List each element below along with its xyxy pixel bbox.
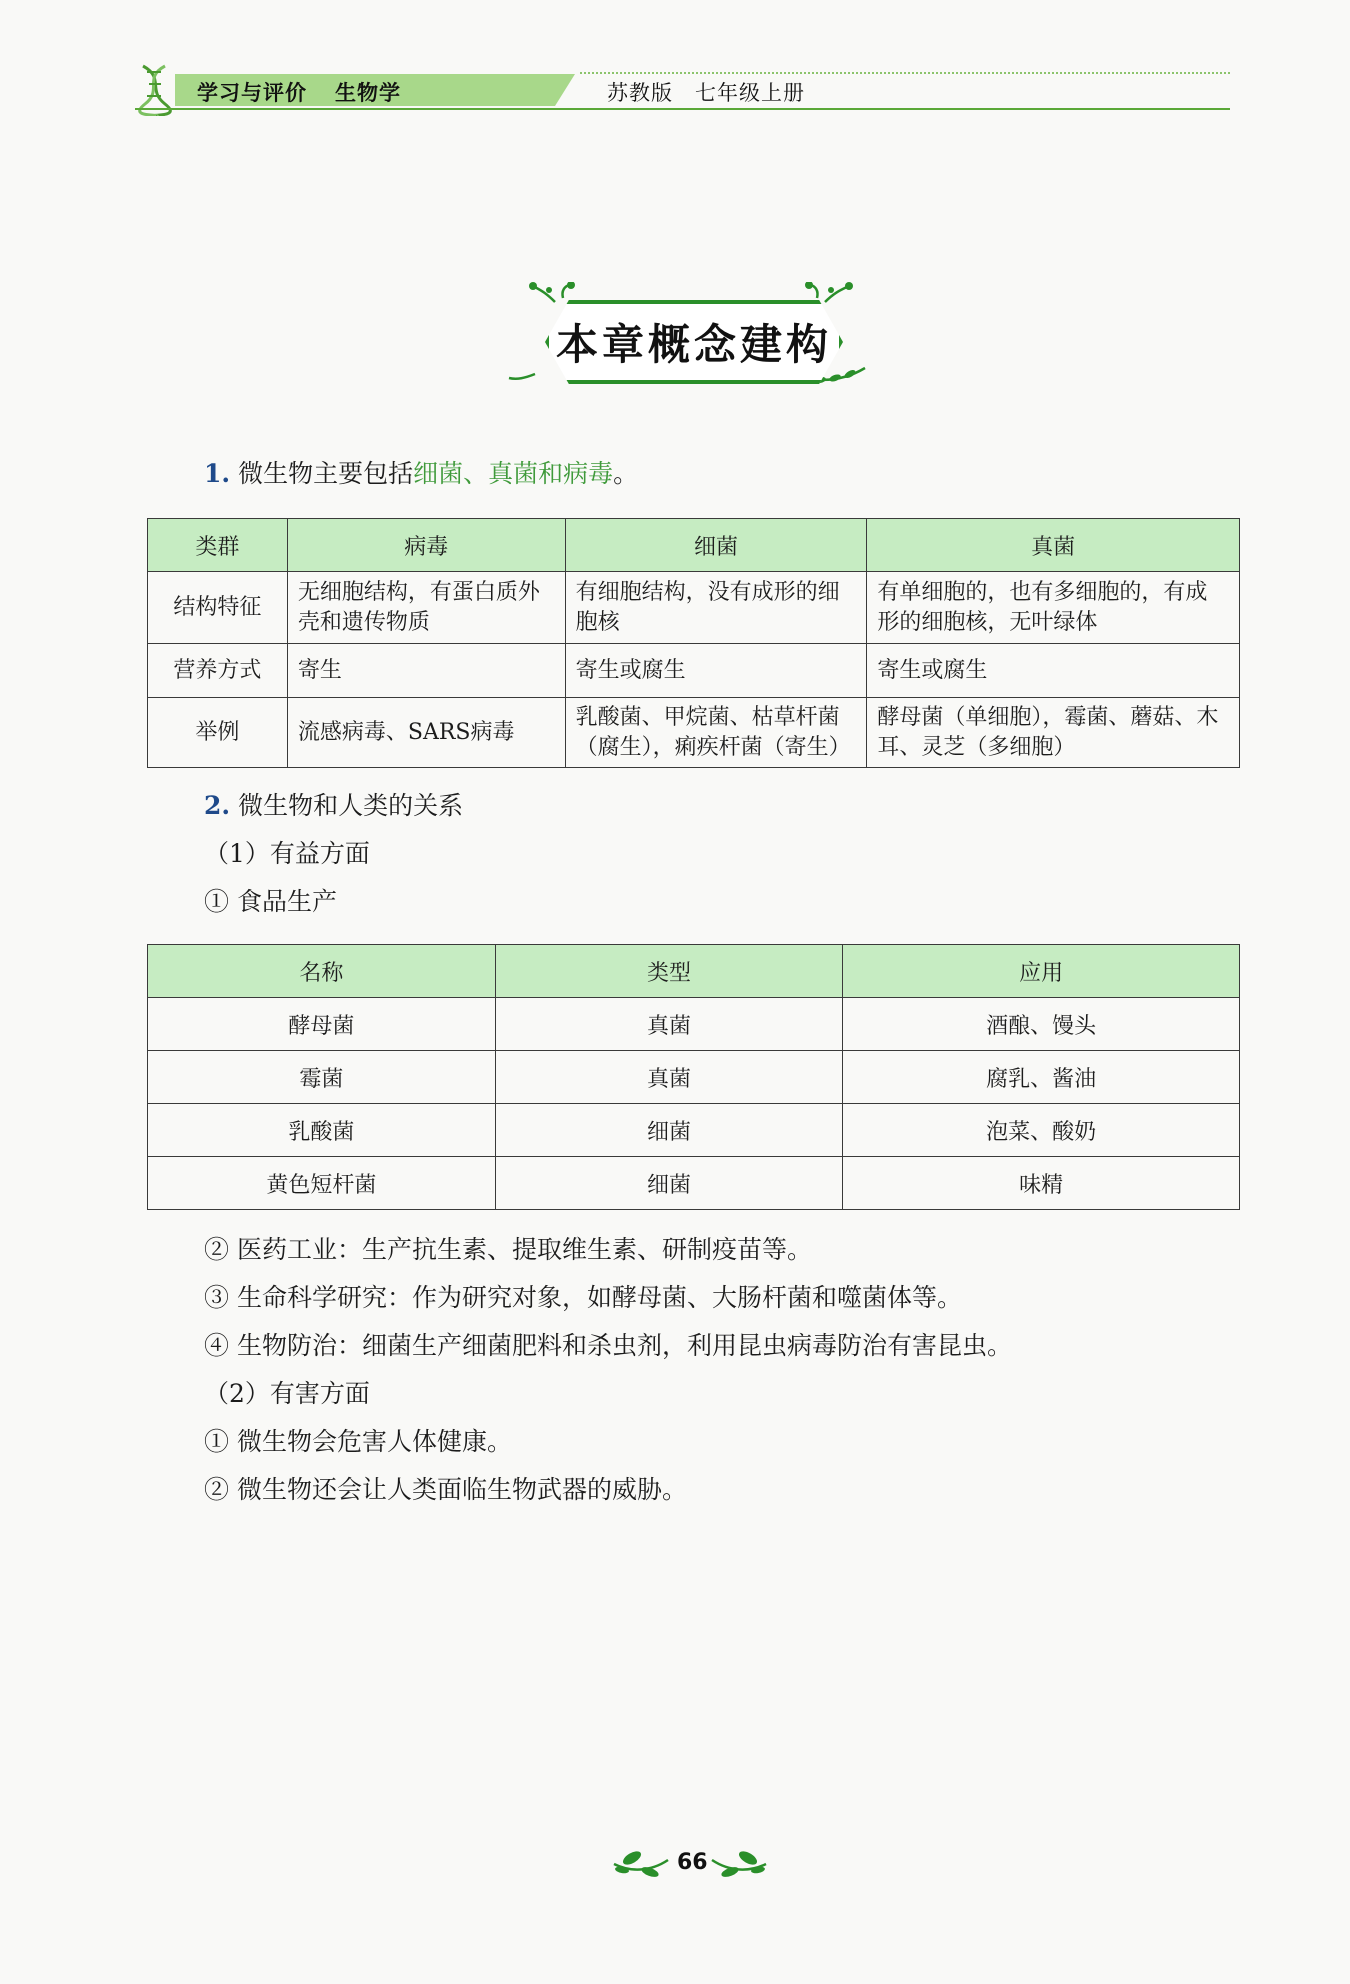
table-row [148,1104,1240,1157]
edition-name: 苏教版 [607,81,673,105]
table-row [148,1157,1240,1210]
table-cell: 有单细胞的，也有多细胞的，有成形的细胞核，无叶绿体 [867,572,1240,644]
table-cell: 有细胞结构，没有成形的细胞核 [565,572,867,644]
table-cell: 寄生 [287,644,565,698]
page-number: 66 [677,1850,708,1875]
biocontrol-item: ④ 生物防治：细菌生产细菌肥料和杀虫剂，利用昆虫病毒防治有害昆虫。 [204,1331,1012,1360]
medicine-item: ② 医药工业：生产抗生素、提取维生素、研制疫苗等。 [204,1235,812,1264]
series-name: 学习与评价 [197,81,307,105]
table-cell: 举例 [148,698,288,768]
table-cell: 腐乳、酱油 [843,1051,1240,1104]
table-row [148,1051,1240,1104]
section-2-heading [204,790,463,822]
table-cell: 真菌 [495,1051,843,1104]
table-header-cell: 细菌 [565,519,867,572]
table-cell: 味精 [843,1157,1240,1210]
table-cell: 真菌 [495,998,843,1051]
harmful-heading: （2）有害方面 [204,1379,370,1408]
table-header-cell: 应用 [843,945,1240,998]
table-header-cell: 类型 [495,945,843,998]
grade-name: 七年级上册 [695,81,805,105]
table-header-cell: 病毒 [287,519,565,572]
section-2-title: 微生物和人类的关系 [238,791,464,820]
table-row [148,572,1240,644]
leaf-right-icon [710,1842,770,1882]
section-1-highlight: 细菌、真菌和病毒 [413,459,614,488]
table-cell: 流感病毒、SARS病毒 [287,698,565,768]
section-1-text-after: 。 [613,459,639,488]
research-item: ③ 生命科学研究：作为研究对象，如酵母菌、大肠杆菌和噬菌体等。 [204,1283,962,1312]
page-footer [610,1838,770,1888]
harm-weapon-item: ② 微生物还会让人类面临生物武器的威胁。 [204,1475,687,1504]
table-header-cell: 真菌 [867,519,1240,572]
table-cell: 霉菌 [148,1051,496,1104]
table-cell: 乳酸菌、甲烷菌、枯草杆菌（腐生），痢疾杆菌（寄生） [565,698,867,768]
harm-health-item: ① 微生物会危害人体健康。 [204,1427,512,1456]
header-dotted-line [580,72,1230,74]
page-header [135,64,1230,116]
table-row [148,644,1240,698]
table-header-row [148,945,1240,998]
table-cell: 酵母菌 [148,998,496,1051]
section-1-heading [204,458,638,490]
table-cell: 寄生或腐生 [867,644,1240,698]
header-rule [135,108,1230,110]
section-2-number: 2. [204,791,231,820]
table-cell: 细菌 [495,1104,843,1157]
table-cell: 营养方式 [148,644,288,698]
leaf-left-icon [610,1842,670,1882]
section-1-text-before: 微生物主要包括 [238,459,414,488]
table-cell: 寄生或腐生 [565,644,867,698]
table-cell: 结构特征 [148,572,288,644]
beneficial-heading: （1）有益方面 [204,839,370,868]
table-cell: 酒酿、馒头 [843,998,1240,1051]
section-1-number: 1. [204,459,231,488]
table-row [148,998,1240,1051]
food-production-item: ① 食品生产 [204,887,337,916]
table-cell: 泡菜、酸奶 [843,1104,1240,1157]
table-cell: 无细胞结构，有蛋白质外壳和遗传物质 [287,572,565,644]
table-cell: 乳酸菌 [148,1104,496,1157]
microbe-classification-table [147,518,1240,768]
table-header-cell: 名称 [148,945,496,998]
chapter-title-badge [505,282,875,392]
chapter-title: 本章概念建构 [555,320,832,369]
table-header-cell: 类群 [148,519,288,572]
subject-name: 生物学 [335,81,401,105]
table-header-row [148,519,1240,572]
food-production-table [147,944,1240,1210]
table-cell: 黄色短杆菌 [148,1157,496,1210]
table-cell: 酵母菌（单细胞），霉菌、蘑菇、木耳、灵芝（多细胞） [867,698,1240,768]
table-cell: 细菌 [495,1157,843,1210]
table-row [148,698,1240,768]
